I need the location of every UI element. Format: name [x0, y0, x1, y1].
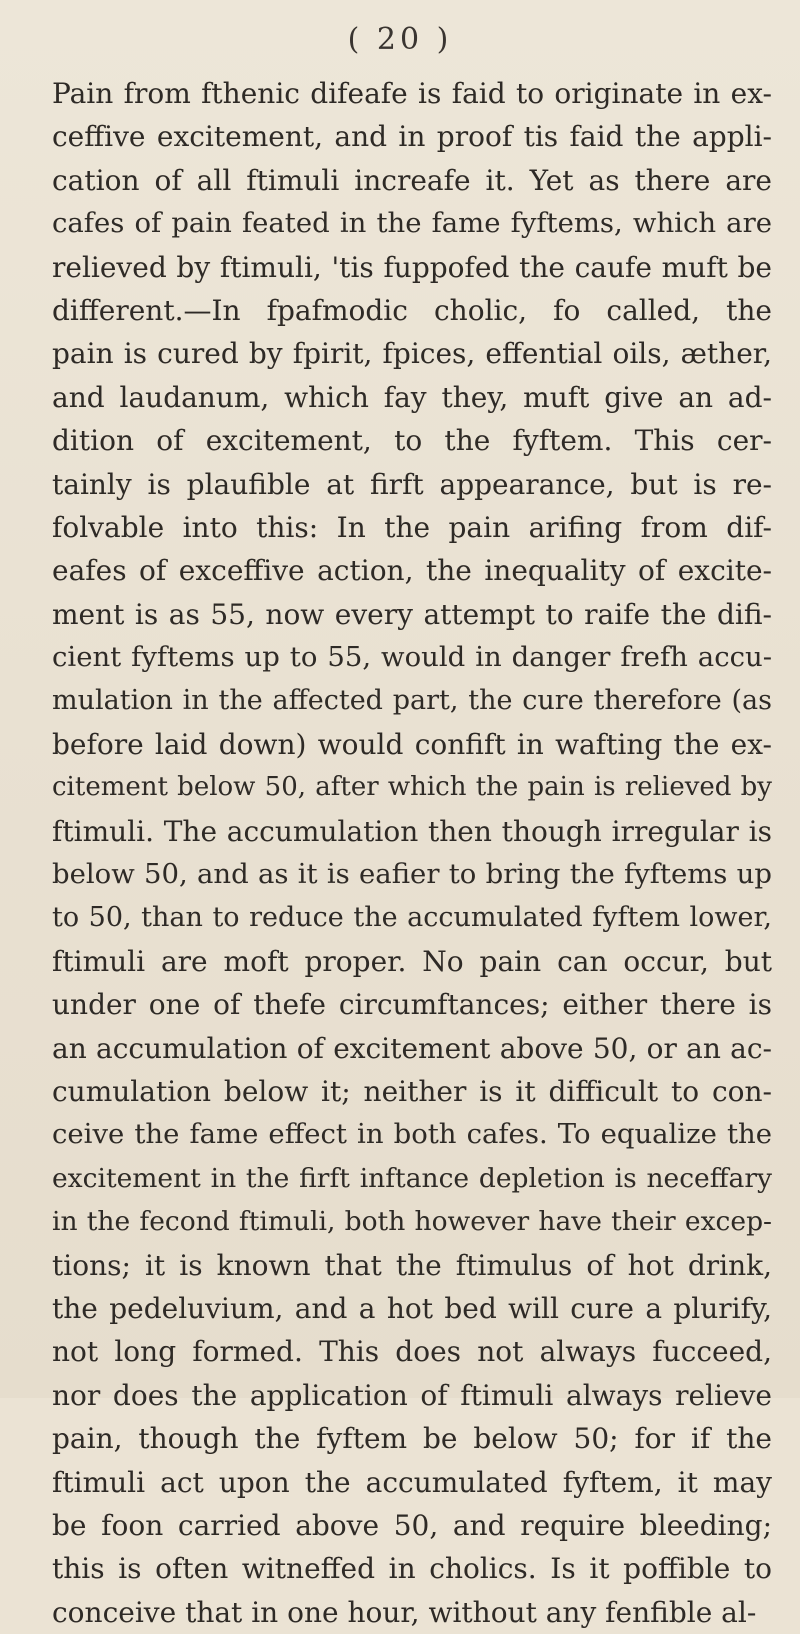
text-line: pain, though the fyftem be below 50; for if the: [52, 1422, 772, 1456]
text-line: ftimuli. The accumulation then though irregular is: [52, 814, 772, 848]
page-number: ( 20 ): [347, 22, 453, 57]
text-line: cumulation below it; neither is it difficult to con-: [52, 1074, 772, 1108]
text-line: ftimuli are moft proper. No pain can occur, but: [52, 944, 772, 978]
text-line: folvable into this: In the pain arifing from dif-: [52, 510, 772, 544]
text-line: excitement in the firft inftance depletion is neceffary: [52, 1162, 772, 1194]
text-line: tainly is plaufible at firft appearance, but is re-: [52, 467, 772, 501]
text-line: not long formed. This does not always fucceed,: [52, 1335, 772, 1369]
text-line: different.—In fpafmodic cholic, fo called, the: [52, 293, 772, 327]
text-line: cafes of pain feated in the fame fyftems, which are: [52, 207, 772, 240]
text-line: the pedeluvium, and a hot bed will cure a plurify,: [52, 1291, 772, 1325]
text-line: cient fyftems up to 55, would in danger frefh accu-: [52, 641, 772, 674]
text-line: eafes of exceffive action, the inequality of excite-: [52, 554, 772, 588]
text-line: in the fecond ftimuli, both however have their excep-: [52, 1206, 772, 1238]
text-line: tions; it is known that the ftimulus of hot drink,: [52, 1248, 772, 1282]
text-line: and laudanum, which fay they, muft give an ad-: [52, 380, 772, 414]
text-line: nor does the application of ftimuli always relieve: [52, 1378, 772, 1412]
text-line: below 50, and as it is eafier to bring the fyftems up: [52, 858, 772, 891]
text-line: be foon carried above 50, and require bleeding;: [52, 1508, 772, 1542]
text-line: under one of thefe circumftances; either there is: [52, 988, 772, 1022]
text-line: dition of excitement, to the fyftem. This cer-: [52, 424, 772, 458]
text-line: Pain from fthenic difeafe is faid to originate in ex-: [52, 77, 772, 110]
text-line: an accumulation of excitement above 50, or an ac-: [52, 1031, 772, 1065]
text-line: to 50, than to reduce the accumulated fyftem lower,: [52, 902, 772, 934]
text-line: ment is as 55, now every attempt to raife the difi-: [52, 597, 772, 631]
text-line: ceffive excitement, and in proof tis faid the appli-: [52, 120, 772, 154]
text-line: ftimuli act upon the accumulated fyftem, it may: [52, 1465, 772, 1499]
text-line: before laid down) would confift in wafting the ex-: [52, 727, 772, 761]
text-line: relieved by ftimuli, 'tis fuppofed the caufe muft be: [52, 250, 772, 284]
text-line: conceive that in one hour, without any fenfible al-: [52, 1595, 757, 1629]
text-line: mulation in the affected part, the cure therefore (as: [52, 685, 772, 717]
text-line: cation of all ftimuli increafe it. Yet as there are: [52, 163, 772, 197]
text-line: this is often witneffed in cholics. Is it poffible to: [52, 1552, 772, 1586]
text-line: ceive the fame effect in both cafes. To equalize the: [52, 1118, 772, 1151]
text-line: pain is cured by fpirit, fpices, effential oils, æther,: [52, 337, 772, 371]
text-line: citement below 50, after which the pain is relieved by: [52, 772, 772, 803]
body-text: [52, 72, 772, 1634]
